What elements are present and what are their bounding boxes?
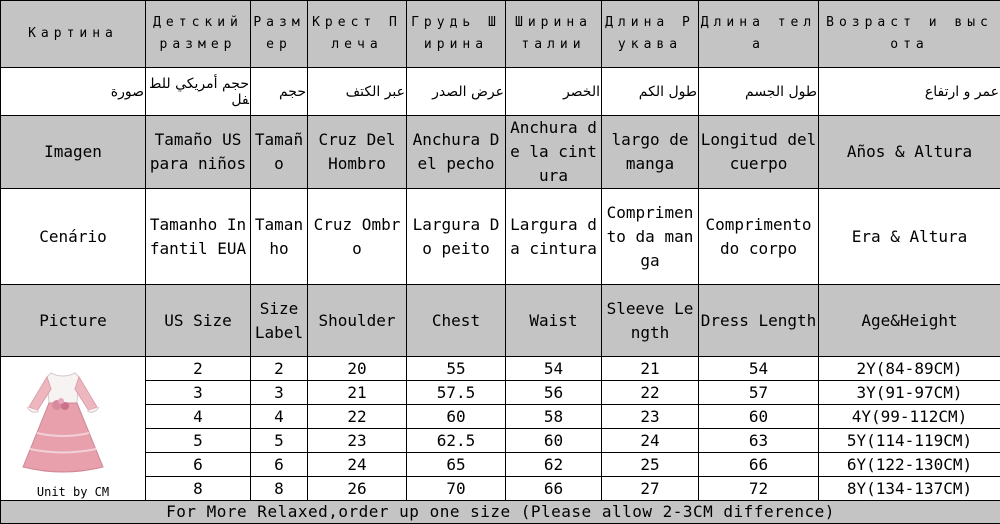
header-ru-length: Длина тела [699,1,819,68]
cell-sleeve-length: 25 [602,453,699,477]
header-pt-shoulder: Cruz Ombro [308,189,407,285]
cell-us-size: 5 [146,429,251,453]
cell-dress-length: 60 [699,405,819,429]
header-pt-us-size: Tamanho Infantil EUA [146,189,251,285]
header-en-picture: Picture [1,285,146,357]
header-en-chest: Chest [407,285,506,357]
header-es-picture: Imagen [1,116,146,189]
header-ru-shoulder: Крест Плеча [308,1,407,68]
cell-us-size: 2 [146,357,251,381]
header-es-us-size: Tamaño US para niños [146,116,251,189]
table-row [1,405,1000,429]
dress-picture-cell [1,357,146,501]
cell-chest: 65 [407,453,506,477]
header-en-size: Size Label [251,285,308,357]
cell-size-label: 3 [251,381,308,405]
header-row-portuguese [1,189,1000,285]
header-ru-sleeve: Длина Рукава [602,1,699,68]
cell-shoulder: 20 [308,357,407,381]
cell-chest: 70 [407,477,506,501]
table-row [1,477,1000,501]
cell-shoulder: 24 [308,453,407,477]
cell-shoulder: 26 [308,477,407,501]
header-en-shoulder: Shoulder [308,285,407,357]
header-ar-chest: عرض الصدر [407,68,506,116]
header-ru-age: Возраст и высота [819,1,1000,68]
header-ar-picture: صورة [1,68,146,116]
cell-size-label: 8 [251,477,308,501]
cell-size-label: 6 [251,453,308,477]
cell-chest: 60 [407,405,506,429]
header-es-age: Años & Altura [819,116,1000,189]
header-row-russian [1,1,1000,68]
cell-us-size: 3 [146,381,251,405]
cell-dress-length: 66 [699,453,819,477]
header-es-waist: Anchura de la cintura [506,116,602,189]
cell-us-size: 4 [146,405,251,429]
header-ar-sleeve: طول الكم [602,68,699,116]
cell-dress-length: 63 [699,429,819,453]
cell-shoulder: 23 [308,429,407,453]
header-row-spanish [1,116,1000,189]
cell-age-height: 5Y(114-119CM) [819,429,1000,453]
cell-sleeve-length: 22 [602,381,699,405]
table-row [1,453,1000,477]
cell-waist: 56 [506,381,602,405]
footer-row [1,501,1000,524]
unit-note: Unit by CM [1,485,145,499]
table-row [1,429,1000,453]
header-es-shoulder: Cruz Del Hombro [308,116,407,189]
cell-us-size: 6 [146,453,251,477]
cell-age-height: 8Y(134-137CM) [819,477,1000,501]
cell-sleeve-length: 21 [602,357,699,381]
cell-sleeve-length: 27 [602,477,699,501]
header-row-arabic [1,68,1000,116]
header-ar-shoulder: عبر الكتف [308,68,407,116]
header-pt-age: Era & Altura [819,189,1000,285]
header-ar-us-size: حجم أمريكي للطفل [146,68,251,116]
header-en-length: Dress Length [699,285,819,357]
header-en-waist: Waist [506,285,602,357]
header-ru-waist: Ширина талии [506,1,602,68]
header-ar-waist: الخصر [506,68,602,116]
cell-age-height: 3Y(91-97CM) [819,381,1000,405]
header-ru-picture: Картина [1,1,146,68]
cell-age-height: 4Y(99-112CM) [819,405,1000,429]
cell-chest: 62.5 [407,429,506,453]
cell-chest: 57.5 [407,381,506,405]
header-pt-size: Tamanho [251,189,308,285]
cell-waist: 66 [506,477,602,501]
header-pt-sleeve: Comprimento da manga [602,189,699,285]
cell-sleeve-length: 24 [602,429,699,453]
cell-chest: 55 [407,357,506,381]
header-es-chest: Anchura Del pecho [407,116,506,189]
header-es-sleeve: largo de manga [602,116,699,189]
header-pt-waist: Largura da cintura [506,189,602,285]
header-ru-chest: Грудь Ширина [407,1,506,68]
header-ar-size: حجم [251,68,308,116]
cell-size-label: 4 [251,405,308,429]
header-en-us-size: US Size [146,285,251,357]
cell-us-size: 8 [146,477,251,501]
cell-age-height: 6Y(122-130CM) [819,453,1000,477]
header-en-age: Age&Height [819,285,1000,357]
cell-shoulder: 22 [308,405,407,429]
cell-waist: 60 [506,429,602,453]
cell-size-label: 5 [251,429,308,453]
table-row [1,381,1000,405]
dress-image [15,363,111,481]
cell-size-label: 2 [251,357,308,381]
header-ru-size: Размер [251,1,308,68]
cell-waist: 58 [506,405,602,429]
cell-shoulder: 21 [308,381,407,405]
header-ru-us-size: Детский размер [146,1,251,68]
header-row-english [1,285,1000,357]
header-ar-age: عمر و ارتفاع [819,68,1000,116]
table-row [1,357,1000,381]
cell-sleeve-length: 23 [602,405,699,429]
cell-dress-length: 72 [699,477,819,501]
cell-dress-length: 54 [699,357,819,381]
cell-dress-length: 57 [699,381,819,405]
footer-note: For More Relaxed,order up one size (Please allow 2-3CM difference) [1,501,1000,524]
header-ar-length: طول الجسم [699,68,819,116]
header-pt-picture: Cenário [1,189,146,285]
header-pt-length: Comprimento do corpo [699,189,819,285]
cell-age-height: 2Y(84-89CM) [819,357,1000,381]
cell-waist: 62 [506,453,602,477]
header-en-sleeve: Sleeve Length [602,285,699,357]
header-es-length: Longitud del cuerpo [699,116,819,189]
header-es-size: Tamaño [251,116,308,189]
cell-waist: 54 [506,357,602,381]
header-pt-chest: Largura Do peito [407,189,506,285]
